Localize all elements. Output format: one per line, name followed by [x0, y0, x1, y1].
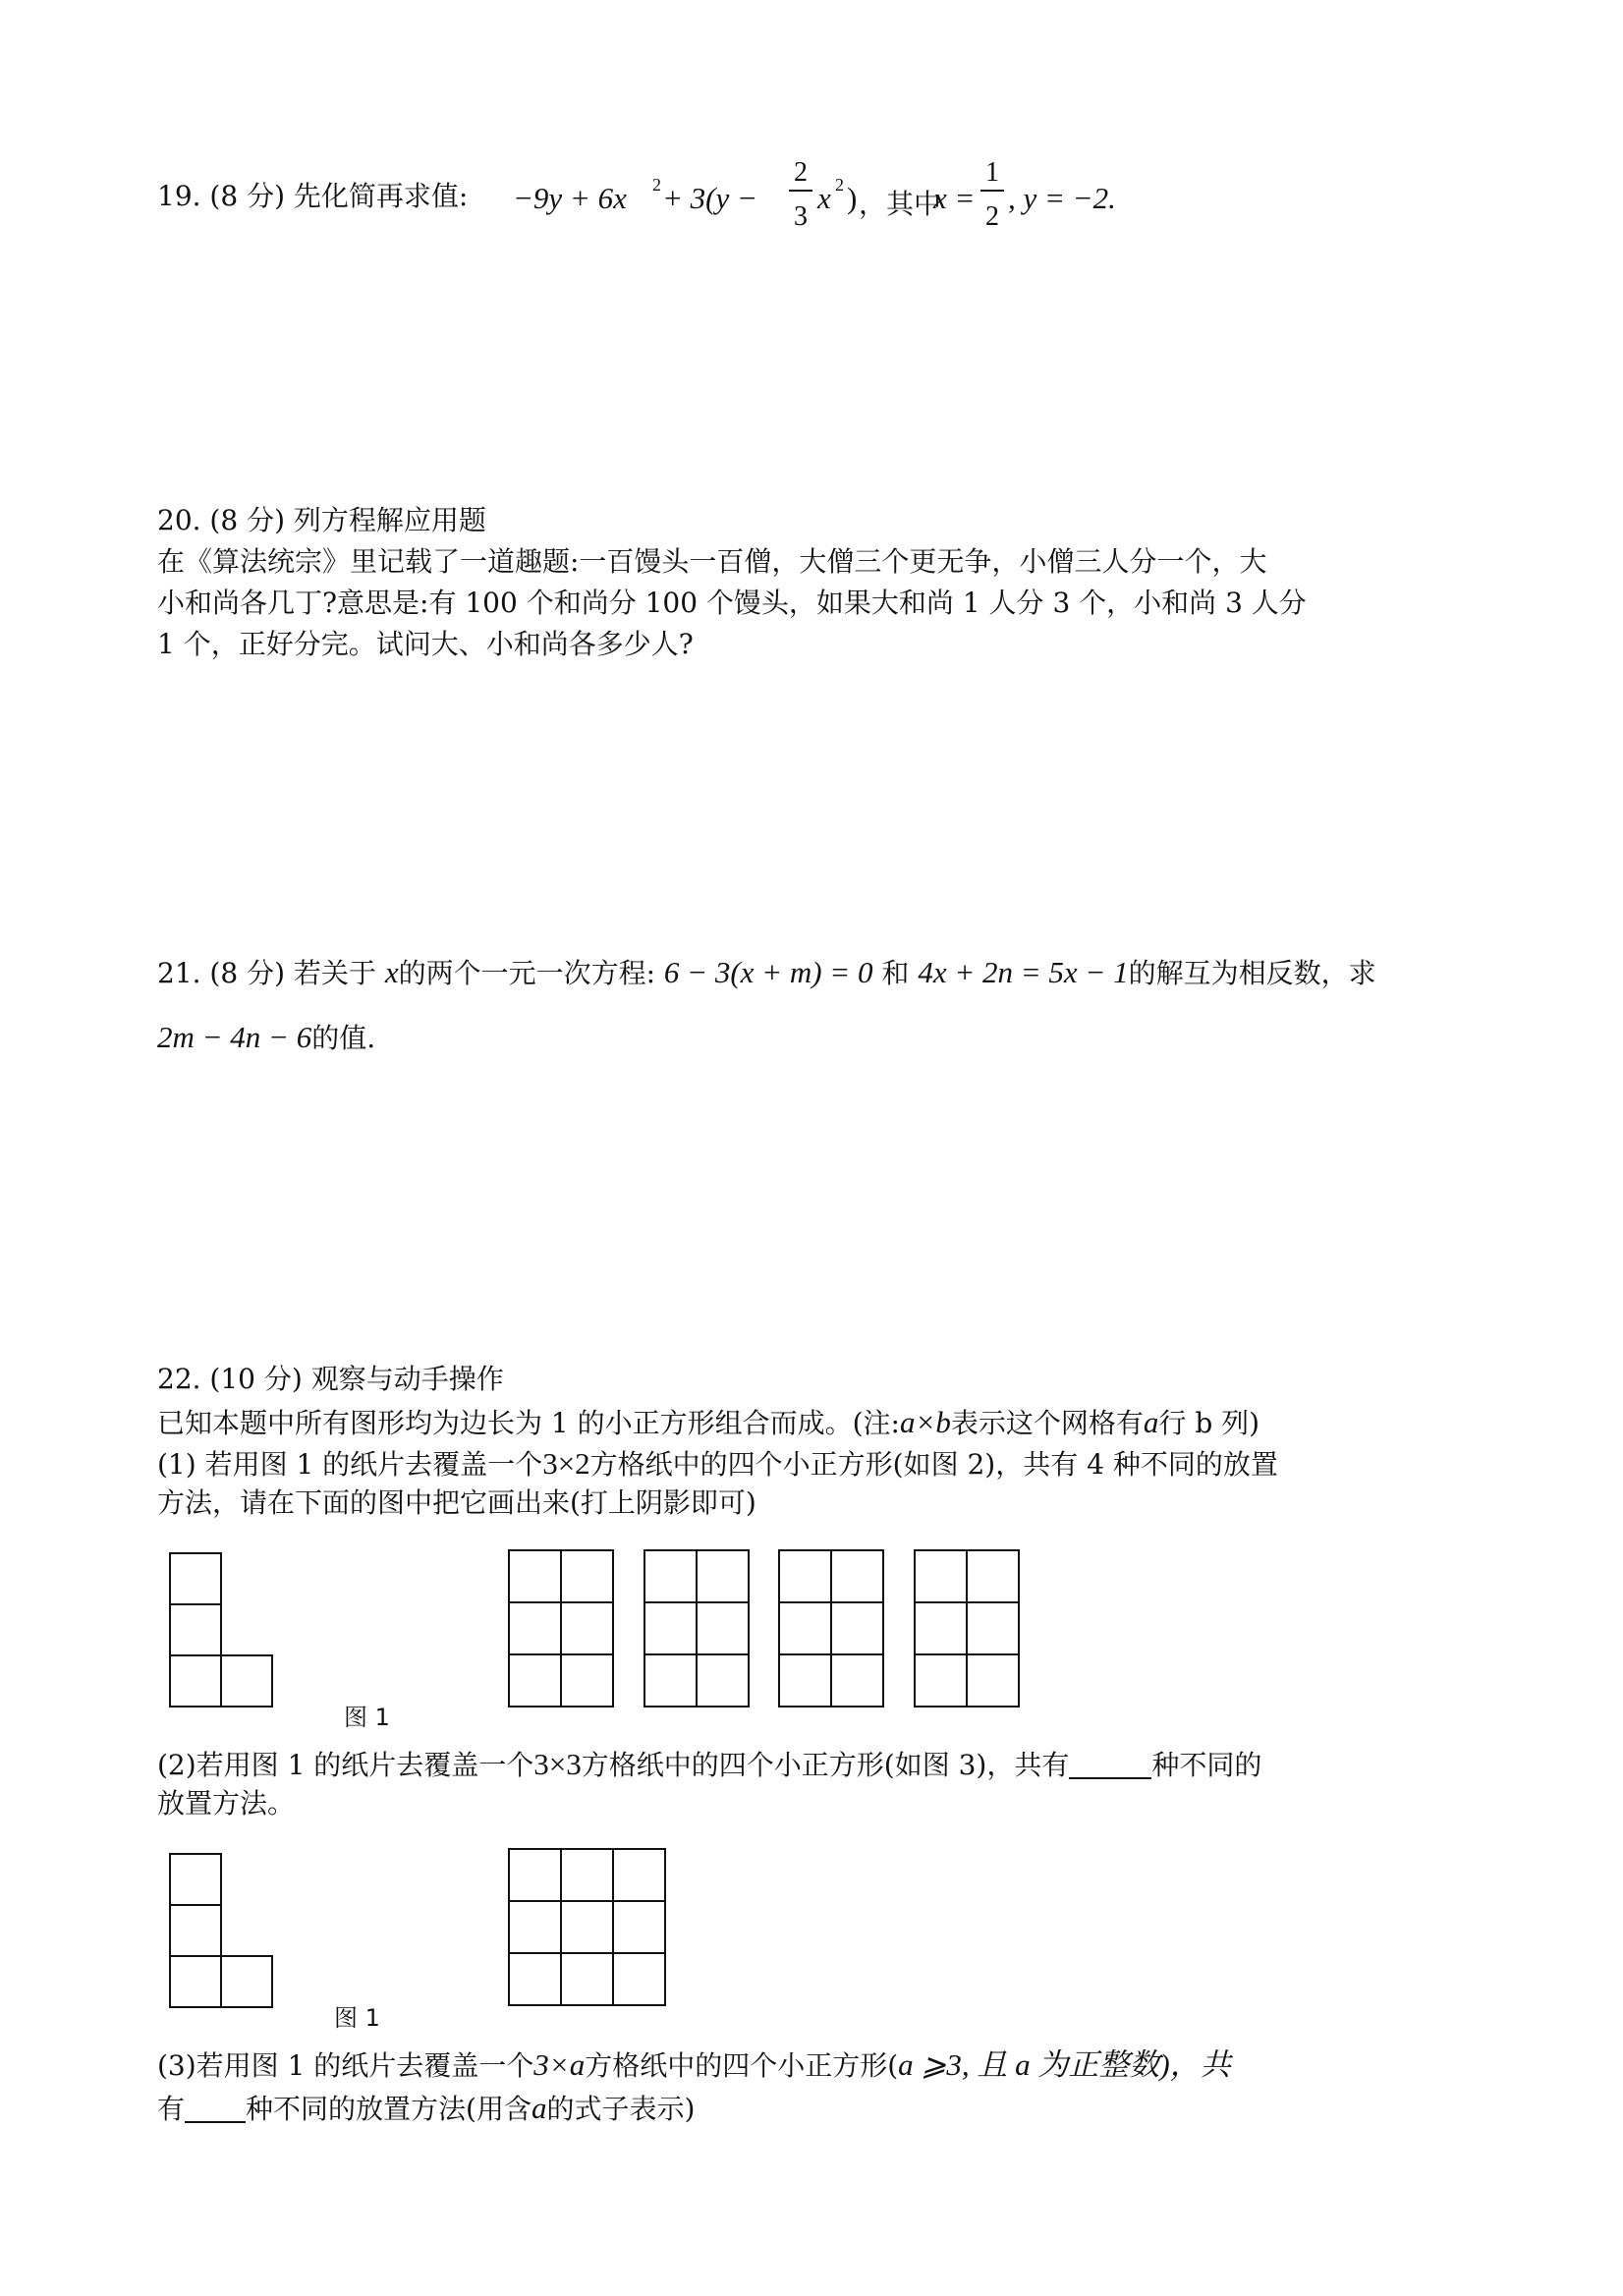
q19-expr-a: −9y + 6x: [513, 181, 627, 215]
q22-p3-line1: [157, 2049, 1231, 2080]
q19-middle: ，其中: [859, 188, 942, 220]
q22-p2-answer-blank[interactable]: [1069, 1750, 1151, 1779]
q22-p2-c: 种不同的: [1151, 1749, 1262, 1781]
q22-p3-var: a: [531, 2091, 547, 2125]
figure1-l-shape: [169, 1552, 277, 1709]
grid-3x3[interactable]: [508, 1848, 669, 2007]
q22-p2-b: 方格纸中的四个小正方形(如图 3)，共有: [581, 1749, 1070, 1781]
figure1-label-second: 图 1: [334, 2004, 380, 2032]
grid-3x2-a: [508, 1549, 616, 1708]
q20-line1: 在《算法统宗》里记载了一道趣题:一百馒头一百僧，大僧三个更无争，小僧三人分一个，大: [157, 545, 1267, 578]
q19-sup-b: 2: [835, 175, 844, 195]
q22-p3-answer-blank[interactable]: [185, 2094, 246, 2123]
q22-p3-b: 方格纸中的四个小正方形(: [585, 2049, 899, 2082]
q22-p3-a: (3)若用图 1 的纸片去覆盖一个: [157, 2049, 534, 2082]
q21-line1: [157, 957, 1376, 987]
q22-intro-axb: a×b: [899, 1405, 951, 1439]
q21-eq1: 6 − 3(x + m) = 0: [663, 955, 873, 989]
q22-intro-a-var: a: [1143, 1405, 1159, 1439]
q22-intro: [157, 1407, 1259, 1437]
q22-p3-line2-a: 有: [157, 2093, 186, 2125]
q21-prefix: 21. (8 分) 若关于: [157, 957, 376, 989]
q20-header: 20. (8 分) 列方程解应用题: [157, 504, 486, 536]
q21-var-x: x: [384, 955, 399, 989]
q19-line: [157, 180, 469, 212]
q21-text-c: 和: [881, 957, 910, 989]
q19-sup-a: 2: [652, 175, 661, 195]
q19-expr-c: x: [817, 181, 831, 215]
q22-p3-line2-c: 的式子表示): [546, 2093, 696, 2125]
q21-eq2: 4x + 2n = 5x − 1: [918, 955, 1129, 989]
q19-x-bar: [980, 190, 1004, 192]
q19-frac-bar: [789, 190, 812, 192]
q22-p1-dim: 3×2: [542, 1446, 590, 1481]
q22-p3-dim: 3×a: [533, 2047, 586, 2082]
q22-p1-a: (1) 若用图 1 的纸片去覆盖一个: [157, 1448, 543, 1481]
q22-header: 22. (10 分) 观察与动手操作: [157, 1363, 504, 1395]
q19-prefix: 19. (8 分) 先化简再求值:: [157, 180, 469, 212]
q19-x-eq: x =: [933, 181, 976, 215]
q22-p3-line2-b: 种不同的放置方法(用含: [246, 2093, 532, 2125]
q21-line2: [157, 1022, 375, 1052]
q19-expr-b: + 3(y −: [662, 181, 757, 215]
q22-intro-a: 已知本题中所有图形均为边长为 1 的小正方形组合而成。(注:: [157, 1407, 900, 1439]
q22-p3-cond: a ⩾3, 且 a 为正整数)，共: [898, 2047, 1231, 2082]
q21-text-d: 的解互为相反数，求: [1128, 957, 1376, 989]
q22-intro-c: 行 b 列): [1158, 1407, 1260, 1439]
q19-x-num: 1: [985, 157, 999, 188]
figure1-l-shape-second: [169, 1853, 277, 2010]
grid-3x2-c[interactable]: [778, 1549, 886, 1708]
q22-intro-b: 表示这个网格有: [950, 1407, 1144, 1439]
q21-line2-end: 的值.: [311, 1022, 376, 1054]
q22-p2-line2: 放置方法。: [157, 1787, 296, 1820]
q22-p1-line2: 方法，请在下面的图中把它画出来(打上阴影即可): [157, 1486, 756, 1519]
q19-frac-num: 2: [794, 157, 808, 188]
q19-y-eq: , y = −2.: [1008, 181, 1116, 215]
q19-expr-d: ): [847, 181, 858, 215]
q20-line3: 1 个，正好分完。试问大、小和尚各多少人?: [157, 628, 694, 660]
q19-x-den: 2: [985, 201, 999, 232]
q22-p2-a: (2)若用图 1 的纸片去覆盖一个: [157, 1749, 534, 1781]
q22-p1-line1: [157, 1448, 1278, 1479]
q21-text-b: 的两个一元一次方程:: [398, 957, 656, 989]
q20-line2: 小和尚各几丁?意思是:有 100 个和尚分 100 个馒头，如果大和尚 1 人分 3 个，小和尚 3 人分: [157, 587, 1307, 619]
grid-3x2-d[interactable]: [914, 1549, 1022, 1708]
q21-expr: 2m − 4n − 6: [157, 1020, 312, 1054]
grid-3x2-b[interactable]: [644, 1549, 752, 1708]
q22-p2-dim: 3×3: [533, 1747, 582, 1781]
q22-p3-line2: [157, 2093, 695, 2123]
q19-frac-den: 3: [794, 201, 808, 232]
figure1-label: 图 1: [344, 1704, 390, 1731]
q22-p2-line1: [157, 1749, 1261, 1779]
q22-p1-b: 方格纸中的四个小正方形(如图 2)，共有 4 种不同的放置: [589, 1448, 1278, 1481]
